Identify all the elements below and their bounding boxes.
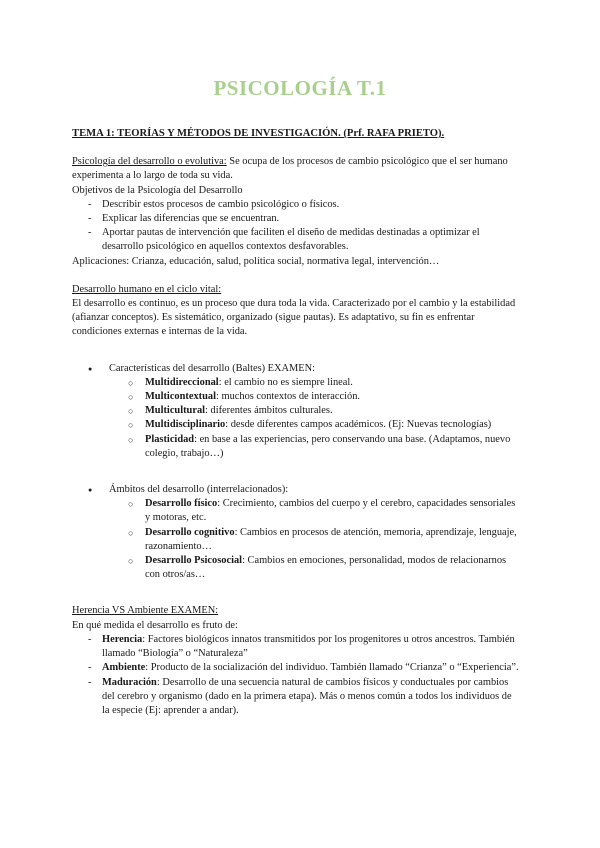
caracteristicas-list (72, 376, 520, 461)
desc: : diferentes ámbitos culturales. (205, 405, 333, 417)
term: Herencia (102, 633, 143, 645)
caracteristicas-heading (72, 362, 520, 461)
document-title: PSICOLOGÍA T.1 (213, 76, 387, 100)
desarrollo-text: El desarrollo es continuo, es un proceso que dura toda la vida. Caracterizado por el cambio y la estabilidad (afianzar conceptos). Es sistemático, organizado (sigue pautas). Es adaptativo, su fin es enfrentar condiciones externas e internas de la vida. (72, 298, 516, 338)
herencia-heading: Herencia VS Ambiente EXAMEN: (72, 605, 219, 617)
list-item: - Explicar las diferencias que se encuentran. (72, 212, 520, 226)
list-item (72, 404, 520, 418)
desc: : muchos contextos de interacción. (216, 391, 360, 403)
objetivos-list (72, 198, 520, 255)
list-item (72, 418, 520, 432)
psicologia-definition (72, 155, 520, 183)
herencia-intro: En qué medida el desarrollo es fruto de: (72, 619, 238, 631)
list-item (72, 497, 520, 525)
psicologia-label: Psicología del desarrollo o evolutiva: (72, 156, 227, 168)
desc: : en base a las experiencias, pero conservando una base. (Adaptamos, nuevo colegio, trabajo…) (145, 433, 511, 459)
desc: : Desarrollo de una secuencia natural de cambios físicos y conductuales por cambios del cerebro y organismo (dado en la primera etapa). Más o menos común a todos los individuos de la especie (Ej: aprender a andar). (102, 676, 512, 716)
list-item: - Aportar pautas de intervención que faciliten el diseño de medidas destinadas a optimizar el desarrollo psicológico en aquellos contextos desfavorables. (72, 226, 520, 254)
desc: : Cambios en procesos de atención, memoria, aprendizaje, lenguaje, razonamiento… (145, 526, 517, 552)
term: Desarrollo cognitivo (145, 526, 235, 538)
ambitos-heading-text: Ámbitos del desarrollo (interrelacionados): (109, 484, 289, 496)
desc: : desde diferentes campos académicos. (Ej: Nuevas tecnologías) (225, 419, 492, 431)
term: Desarrollo Psicosocial (145, 555, 243, 567)
document-body (72, 127, 520, 718)
list-item (72, 526, 520, 554)
ambitos-heading (72, 483, 520, 582)
list-item (72, 433, 520, 461)
term: Multicultural (145, 405, 206, 417)
term: Maduración (102, 676, 157, 688)
term: Ambiente (102, 662, 146, 674)
term: Multidisciplinario (145, 419, 226, 431)
list-item (72, 661, 520, 675)
term: Multicontextual (145, 391, 216, 403)
herencia-list (72, 633, 520, 718)
term: Plasticidad (145, 433, 195, 445)
list-item (72, 676, 520, 719)
desc: : el cambio no es siempre lineal. (218, 376, 353, 388)
ambitos-section (72, 483, 520, 582)
caracteristicas-heading-text: Características del desarrollo (Baltes) EXAMEN: (109, 362, 316, 374)
desc: : Crecimiento, cambios del cuerpo y el cerebro, capacidades sensoriales y motoras, etc. (145, 498, 516, 524)
desc: : Factores biológicos innatos transmitidos por los progenitores u otros ancestros. También llamado “Biología” o “Naturaleza” (102, 633, 515, 660)
list-item (72, 390, 520, 404)
list-item: - Describir estos procesos de cambio psicológico o físicos. (72, 198, 520, 212)
desc: : Cambios en emociones, personalidad, modos de relacionarnos con otros/as… (145, 555, 507, 581)
term: Multidireccional (145, 376, 219, 388)
psicologia-text: Se ocupa de los procesos de cambio psicológico que el ser humano experimenta a lo largo de toda su vida. (72, 156, 508, 182)
tema-heading: TEMA 1: TEORÍAS Y MÉTODOS DE INVESTIGACIÓN. (Prf. RAFA PRIETO). (72, 128, 445, 139)
aplicaciones-text: Aplicaciones: Crianza, educación, salud, política social, normativa legal, intervención… (72, 255, 440, 267)
ambitos-list (72, 497, 520, 582)
term: Desarrollo físico (145, 498, 218, 510)
list-item (72, 376, 520, 390)
desc: : Producto de la socialización del individuo. También llamado “Crianza” o “Experiencia”. (145, 662, 519, 674)
list-item (72, 554, 520, 582)
caracteristicas-section (72, 362, 520, 461)
list-item (72, 633, 520, 661)
objetivos-heading: Objetivos de la Psicología del Desarrollo (72, 184, 243, 196)
desarrollo-heading: Desarrollo humano en el ciclo vital: (72, 283, 222, 295)
